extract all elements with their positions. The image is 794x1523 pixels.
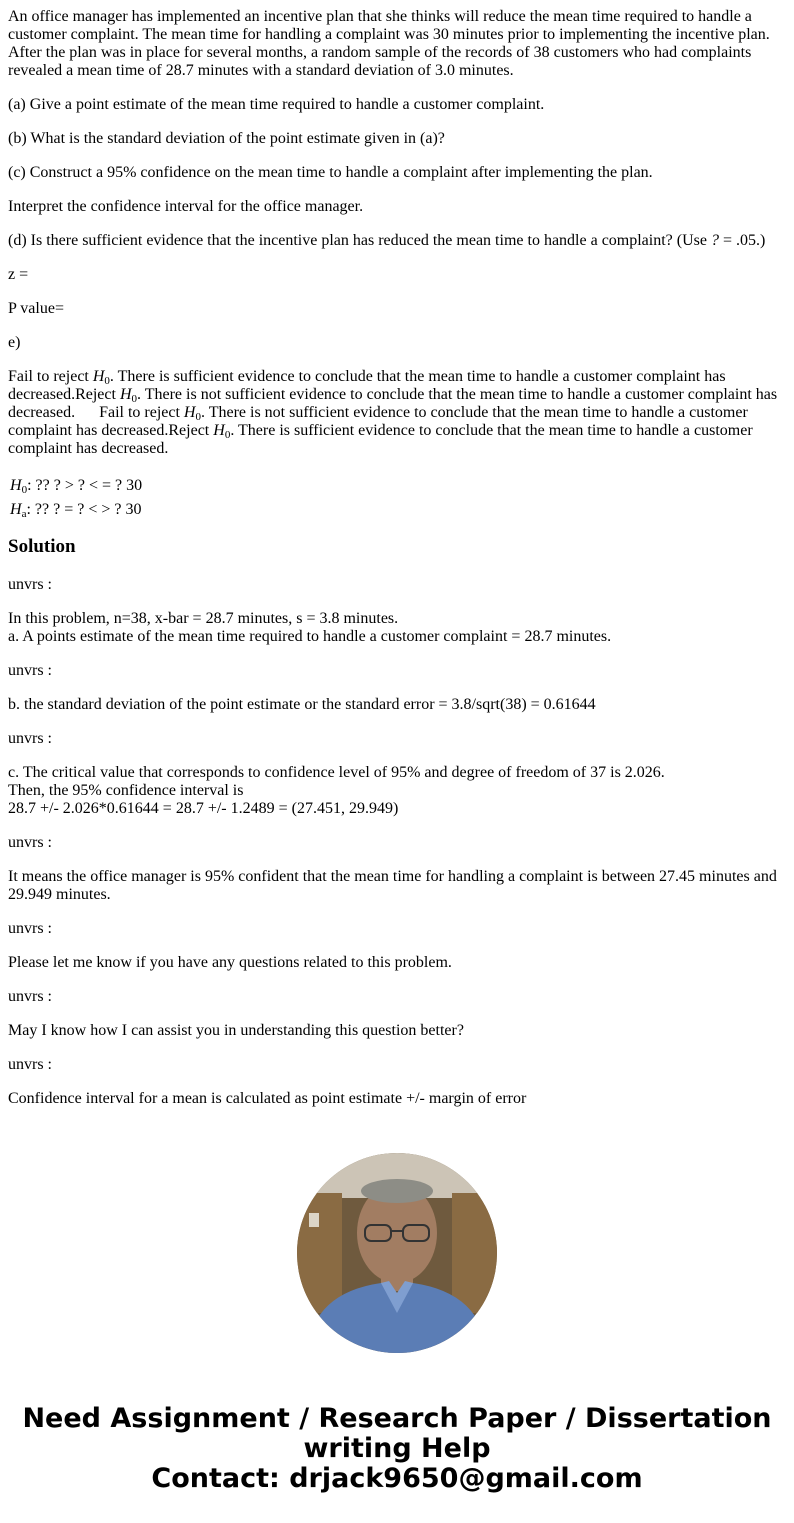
part-d-text: (d) Is there sufficient evidence that the incentive plan has reduced the mean time to handle a complaint? (Use xyxy=(8,232,711,249)
question-part-d xyxy=(8,232,786,250)
author-photo xyxy=(297,1153,497,1353)
null-hypothesis: $H_0$: ?? ? > ? < = ? 30 xyxy=(10,477,143,496)
z-label: z = xyxy=(8,266,29,283)
solution-line: It means the office manager is 95% confident that the mean time for handling a complaint is between 27.45 minutes and 29.949 minutes. xyxy=(8,868,777,903)
question-part-c: (c) Construct a 95% confidence on the mean time to handle a complaint after implementing the plan. xyxy=(8,164,653,181)
solution-line: a. A points estimate of the mean time required to handle a customer complaint = 28.7 minutes. xyxy=(8,628,612,645)
solution-tag: unvrs : xyxy=(8,576,52,593)
promo-line-2: writing Help xyxy=(303,1433,491,1464)
solution-heading: Solution xyxy=(8,536,76,557)
option-3: Fail to reject $H_0$. There is not sufficient evidence to conclude that the mean time to handle a customer complaint has decreased. xyxy=(8,404,748,439)
solution-paragraph xyxy=(8,1090,786,1108)
part-e-label: e) xyxy=(8,334,21,351)
solution-line: b. the standard deviation of the point estimate or the standard error = 3.8/sqrt(38) = 0.61644 xyxy=(8,696,596,713)
part-d-text-end: = .05.) xyxy=(718,232,766,249)
alternative-hypothesis: $H_a$: ?? ? = ? < > ? 30 xyxy=(10,501,142,520)
question-interpret: Interpret the confidence interval for the office manager. xyxy=(8,198,364,215)
solution-tag: unvrs : xyxy=(8,834,52,851)
question-part-a: (a) Give a point estimate of the mean time required to handle a customer complaint. xyxy=(8,96,545,113)
solution-tag: unvrs : xyxy=(8,730,52,747)
solution-line: Confidence interval for a mean is calculated as point estimate +/- margin of error xyxy=(8,1090,527,1107)
hypotheses xyxy=(8,474,786,522)
option-2: Reject $H_0$. There is not sufficient evidence to conclude that the mean time to handle a customer complaint has decreased. xyxy=(8,386,778,421)
p-value-label: P value= xyxy=(8,300,64,317)
question-intro: An office manager has implemented an incentive plan that she thinks will reduce the mean time required to handle a customer complaint. The mean time for handling a complaint was 30 minutes prior to implementing the incentive plan. After the plan was in place for several months, a random sample of the records of 38 customers who had complaints revealed a mean time of 28.7 minutes with a standard deviation of 3.0 minutes. xyxy=(8,8,770,79)
solution-paragraph xyxy=(8,610,786,646)
question-part-b: (b) What is the standard deviation of the point estimate given in (a)? xyxy=(8,130,445,147)
promo-contact: Contact: drjack9650@gmail.com xyxy=(151,1463,643,1494)
promo-banner xyxy=(0,1404,794,1494)
solution-paragraph xyxy=(8,954,786,972)
option-1: Fail to reject $H_0$. There is sufficient evidence to conclude that the mean time to handle a customer complaint has decreased. xyxy=(8,368,726,403)
solution-paragraph xyxy=(8,868,786,904)
solution-line: Please let me know if you have any questions related to this problem. xyxy=(8,954,452,971)
solution-tag: unvrs : xyxy=(8,988,52,1005)
document-body xyxy=(8,8,786,1122)
promo-line-1: Need Assignment / Research Paper / Dissertation xyxy=(22,1403,772,1434)
solution-content xyxy=(8,576,786,1108)
solution-paragraph xyxy=(8,1022,786,1040)
solution-tag: unvrs : xyxy=(8,920,52,937)
alpha-symbol: ? xyxy=(710,232,719,249)
solution-tag: unvrs : xyxy=(8,1056,52,1073)
solution-line: c. The critical value that corresponds to confidence level of 95% and degree of freedom of 37 is 2.026. xyxy=(8,764,665,781)
solution-line: 28.7 +/- 2.026*0.61644 = 28.7 +/- 1.2489 = (27.451, 29.949) xyxy=(8,800,399,817)
answer-options xyxy=(8,368,786,458)
solution-paragraph xyxy=(8,764,786,818)
solution-line: In this problem, n=38, x-bar = 28.7 minutes, s = 3.8 minutes. xyxy=(8,610,399,627)
solution-tag: unvrs : xyxy=(8,662,52,679)
option-4: Reject $H_0$. There is sufficient evidence to conclude that the mean time to handle a customer complaint has decreased. xyxy=(8,422,753,457)
author-portrait xyxy=(297,1153,497,1353)
solution-line: May I know how I can assist you in understanding this question better? xyxy=(8,1022,464,1039)
solution-line: Then, the 95% confidence interval is xyxy=(8,782,244,799)
solution-paragraph xyxy=(8,696,786,714)
